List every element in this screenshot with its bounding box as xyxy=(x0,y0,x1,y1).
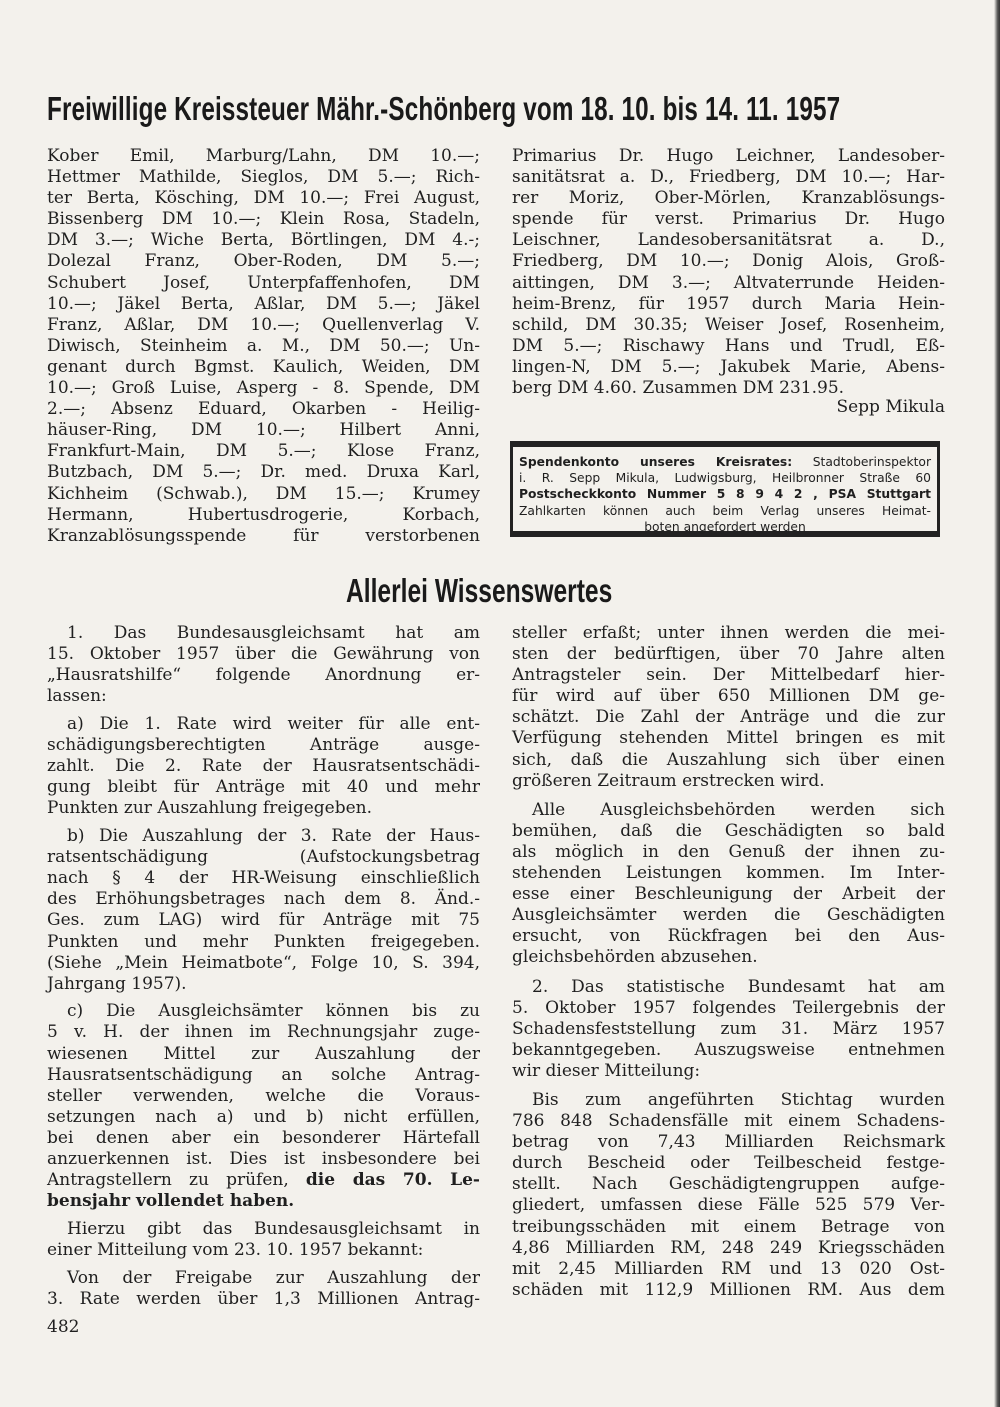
text-line: treibungsschäden mit einem Betrage von xyxy=(512,1216,945,1237)
text-line: Alle Ausgleichsbehörden werden sich xyxy=(532,799,945,820)
text-line: Frankfurt-Main, DM 5.—; Klose Franz, xyxy=(47,441,480,462)
text-line: zahlt. Die 2. Rate der Hausratsentschädi- xyxy=(47,756,480,777)
signature-block xyxy=(512,397,945,418)
text-line: Schubert Josef, Unterpfaffenhofen, DM xyxy=(47,272,480,293)
text-line: Bis zum angeführten Stichtag wurden xyxy=(532,1089,945,1110)
text-line: mit 2,45 Milliarden RM und 13 020 Ost- xyxy=(512,1258,945,1279)
text-line: bemühen, daß die Geschädigten so bald xyxy=(512,820,945,841)
text-line: schädigungsberechtigten Anträge ausge- xyxy=(47,735,480,756)
text-line: 2. Das statistische Bundesamt hat am xyxy=(532,976,945,997)
text-line: anzuerkennen ist. Dies ist insbesondere bei xyxy=(47,1149,480,1170)
text-line: sanitätsrat a. D., Friedberg, DM 10.—; Har- xyxy=(512,167,945,188)
text-line: Punkten zur Auszahlung freigegeben. xyxy=(47,798,373,819)
bold-text-segment: die das 70. Le- xyxy=(305,1170,480,1191)
text-line: Franz, Aßlar, DM 10.—; Quellenverlag V. xyxy=(47,314,480,335)
text-line: Ges. zum LAG) wird für Anträge mit 75 xyxy=(47,910,480,931)
text-line: steller erfaßt; unter ihnen werden die mei- xyxy=(512,623,945,643)
text-line: „Hausratshilfe“ folgende Anordnung er- xyxy=(47,665,480,686)
article-column-right xyxy=(512,623,945,1309)
text-line: des Erhöhungsbetrages nach dem 8. Änd.- xyxy=(47,889,480,910)
box-line-3: Postscheckkonto Nummer 5 8 9 4 2 , PSA Stuttgart xyxy=(519,487,931,502)
text-line: Antragsteler sein. Der Mittelbedarf hier- xyxy=(512,665,945,686)
text-line: ter Berta, Kösching, DM 10.—; Frei August, xyxy=(47,188,480,209)
text-line: Diwisch, Steinheim a. M., DM 50.—; Un- xyxy=(47,335,480,356)
text-line: für wird auf über 650 Millionen DM ge- xyxy=(512,686,945,707)
text-line: durch Bescheid oder Teilbescheid festge- xyxy=(512,1153,945,1174)
text-line: Hermann, Hubertusdrogerie, Korbach, xyxy=(47,504,480,525)
box-line-4: Zahlkarten können auch beim Verlag unseres Heimat- xyxy=(519,503,931,518)
paragraph xyxy=(47,1001,480,1212)
text-line: gleichsbehörden abzusehen. xyxy=(512,947,758,968)
text-line: schild, DM 30.35; Weiser Josef, Rosenheim, xyxy=(512,314,945,335)
paragraph xyxy=(512,800,945,969)
text-line: genant durch Bgmst. Kaulich, Weiden, DM xyxy=(47,356,480,377)
text-line: gliedert, umfassen diese Fälle 525 579 Ver- xyxy=(512,1195,945,1216)
paragraph xyxy=(512,977,945,1082)
text-line: wiesenen Mittel zur Auszahlung der xyxy=(47,1043,480,1064)
text-line: ersucht, von Rückfragen bei den Aus- xyxy=(512,926,945,947)
text-line: Dolezal Franz, Ober-Roden, DM 5.—; xyxy=(47,251,480,272)
text-line: 10.—; Jäkel Berta, Aßlar, DM 5.—; Jäkel xyxy=(47,293,480,314)
text-line xyxy=(47,1170,480,1191)
text-line: a) Die 1. Rate wird weiter für alle ent- xyxy=(67,713,480,734)
text-line: DM 5.—; Rischawy Hans und Trudl, Eß- xyxy=(512,335,945,356)
paragraph xyxy=(47,1219,480,1261)
text-line: Kichheim (Schwab.), DM 15.—; Krumey xyxy=(47,483,480,504)
paragraph xyxy=(47,146,480,547)
box-line-5: boten angefordert werden xyxy=(644,519,806,534)
text-line: Hierzu gibt das Bundesausgleichsamt in xyxy=(67,1218,480,1239)
text-line: 3. Rate werden über 1,3 Millionen Antrag- xyxy=(47,1288,480,1309)
text-line: c) Die Ausgleichsämter können bis zu xyxy=(67,1001,480,1022)
text-line: gung bleibt für Anträge mit 40 und mehr xyxy=(47,777,480,798)
text-line: Punkten und mehr Punkten freigegeben. xyxy=(47,931,480,952)
text-line: nach § 4 der HR-Weisung einschließlich xyxy=(47,868,480,889)
text-line: bekanntgegeben. Auszugsweise entnehmen xyxy=(512,1039,945,1060)
page-number: 482 xyxy=(47,1317,80,1337)
text-line: sten der bedürftigen, über 70 Jahre alten xyxy=(512,644,945,665)
donation-account-box xyxy=(510,441,940,537)
bold-text-segment: bensjahr vollendet haben. xyxy=(47,1191,295,1212)
paragraph xyxy=(512,623,945,792)
text-line: schäden mit 112,9 Millionen RM. Aus dem xyxy=(512,1279,945,1300)
text-line: lingen-N, DM 5.—; Jakubek Marie, Abens- xyxy=(512,356,945,377)
text-line: 4,86 Milliarden RM, 248 249 Kriegsschäden xyxy=(512,1237,945,1258)
paragraph xyxy=(47,826,480,995)
text-line: Bissenberg DM 10.—; Klein Rosa, Stadeln, xyxy=(47,209,480,230)
box-line-1-rest: Stadtoberinspektor xyxy=(812,455,931,469)
text-line: Verfügung stehenden Mittel bringen es mit xyxy=(512,728,945,749)
text-line: ratsentschädigung (Aufstockungsbetrag xyxy=(47,847,480,868)
text-line: Schadensfeststellung zum 31. März 1957 xyxy=(512,1018,945,1039)
text-line: 15. Oktober 1957 über die Gewährung von xyxy=(47,644,480,665)
text-line: bei denen aber ein besonderer Härtefall xyxy=(47,1127,480,1148)
text-line: 5 v. H. der ihnen im Rechnungsjahr zuge- xyxy=(47,1022,480,1043)
box-line-1 xyxy=(519,454,931,470)
text-line: Von der Freigabe zur Auszahlung der xyxy=(67,1267,480,1288)
page-title: Freiwillige Kreissteuer Mähr.-Schönberg vom 18. 10. bis 14. 11. 1957 xyxy=(47,90,841,127)
box-line-2: i. R. Sepp Mikula, Ludwigsburg, Heilbronner Straße 60 xyxy=(519,471,931,486)
text-line: setzungen nach a) und b) nicht erfüllen, xyxy=(47,1106,480,1127)
text-line: häuser-Ring, DM 10.—; Hilbert Anni, xyxy=(47,420,480,441)
text-line: steller verwenden, welche die Voraus- xyxy=(47,1085,480,1106)
text-line: Ausgleichsämter werden die Geschädigten xyxy=(512,905,945,926)
text-line: Jahrgang 1957). xyxy=(47,973,187,994)
paragraph xyxy=(47,1268,480,1310)
text-line: lassen: xyxy=(47,686,107,707)
text-line: heim-Brenz, für 1957 durch Maria Hein- xyxy=(512,293,945,314)
scan-edge xyxy=(994,0,1000,1407)
signature: Sepp Mikula xyxy=(836,397,945,417)
text-line: Kober Emil, Marburg/Lahn, DM 10.—; xyxy=(47,146,480,166)
paragraph xyxy=(512,146,945,399)
text-segment: Antragstellern zu prüfen, xyxy=(47,1170,306,1191)
text-line: rer Moriz, Ober-Mörlen, Kranzablösungs- xyxy=(512,188,945,209)
box-label: Spendenkonto unseres Kreisrates: xyxy=(519,455,793,469)
text-line: 2.—; Absenz Eduard, Okarben - Heilig- xyxy=(47,399,480,420)
text-line: b) Die Auszahlung der 3. Rate der Haus- xyxy=(67,826,480,847)
donations-list-right xyxy=(512,146,945,399)
text-line: Primarius Dr. Hugo Leichner, Landesober- xyxy=(512,146,945,166)
text-line: schätzt. Die Zahl der Anträge und die zur xyxy=(512,707,945,728)
text-line: als möglich in den Genuß der ihnen zu- xyxy=(512,841,945,862)
text-line: stehenden Leistungen kommen. Im Inter- xyxy=(512,863,945,884)
section-title: Allerlei Wissenswertes xyxy=(346,572,613,609)
text-line: berg DM 4.60. Zusammen DM 231.95. xyxy=(512,378,845,399)
text-line: 1. Das Bundesausgleichsamt hat am xyxy=(67,623,480,643)
text-line: esse einer Beschleunigung der Arbeit der xyxy=(512,884,945,905)
paragraph xyxy=(512,1090,945,1301)
text-line: DM 3.—; Wiche Berta, Börtlingen, DM 4.-; xyxy=(47,230,480,251)
text-line xyxy=(47,1191,480,1212)
paragraph xyxy=(47,623,480,707)
text-line: 5. Oktober 1957 folgendes Teilergebnis der xyxy=(512,997,945,1018)
text-line: (Siehe „Mein Heimatbote“, Folge 10, S. 394, xyxy=(47,952,480,973)
text-line: Hausratsentschädigung an solche Antrag- xyxy=(47,1064,480,1085)
text-line: wir dieser Mitteilung: xyxy=(512,1060,701,1081)
text-line: Butzbach, DM 5.—; Dr. med. Druxa Karl, xyxy=(47,462,480,483)
text-line: Leischner, Landesobersanitätsrat a. D., xyxy=(512,230,945,251)
text-line: einer Mitteilung vom 23. 10. 1957 bekannt: xyxy=(47,1240,424,1260)
text-line: Friedberg, DM 10.—; Donig Alois, Groß- xyxy=(512,251,945,272)
text-line: betrag von 7,43 Milliarden Reichsmark xyxy=(512,1132,945,1153)
text-line: stellt. Nach Geschädigtengruppen aufge- xyxy=(512,1174,945,1195)
text-line: 10.—; Groß Luise, Asperg - 8. Spende, DM xyxy=(47,378,480,399)
article-column-left xyxy=(47,623,480,1316)
text-line: größeren Zeitraum erstrecken wird. xyxy=(512,770,825,791)
text-line: sich, daß die Auszahlung sich über einen xyxy=(512,749,945,770)
text-line: Hettmer Mathilde, Sieglos, DM 5.—; Rich- xyxy=(47,167,480,188)
text-line: Kranzablösungsspende für verstorbenen xyxy=(47,525,480,546)
paragraph xyxy=(47,714,480,819)
text-line: spende für verst. Primarius Dr. Hugo xyxy=(512,209,945,230)
donations-list-left xyxy=(47,146,480,547)
text-line: 786 848 Schadensfälle mit einem Schadens- xyxy=(512,1111,945,1132)
text-line: aittingen, DM 3.—; Altvaterrunde Heiden- xyxy=(512,272,945,293)
